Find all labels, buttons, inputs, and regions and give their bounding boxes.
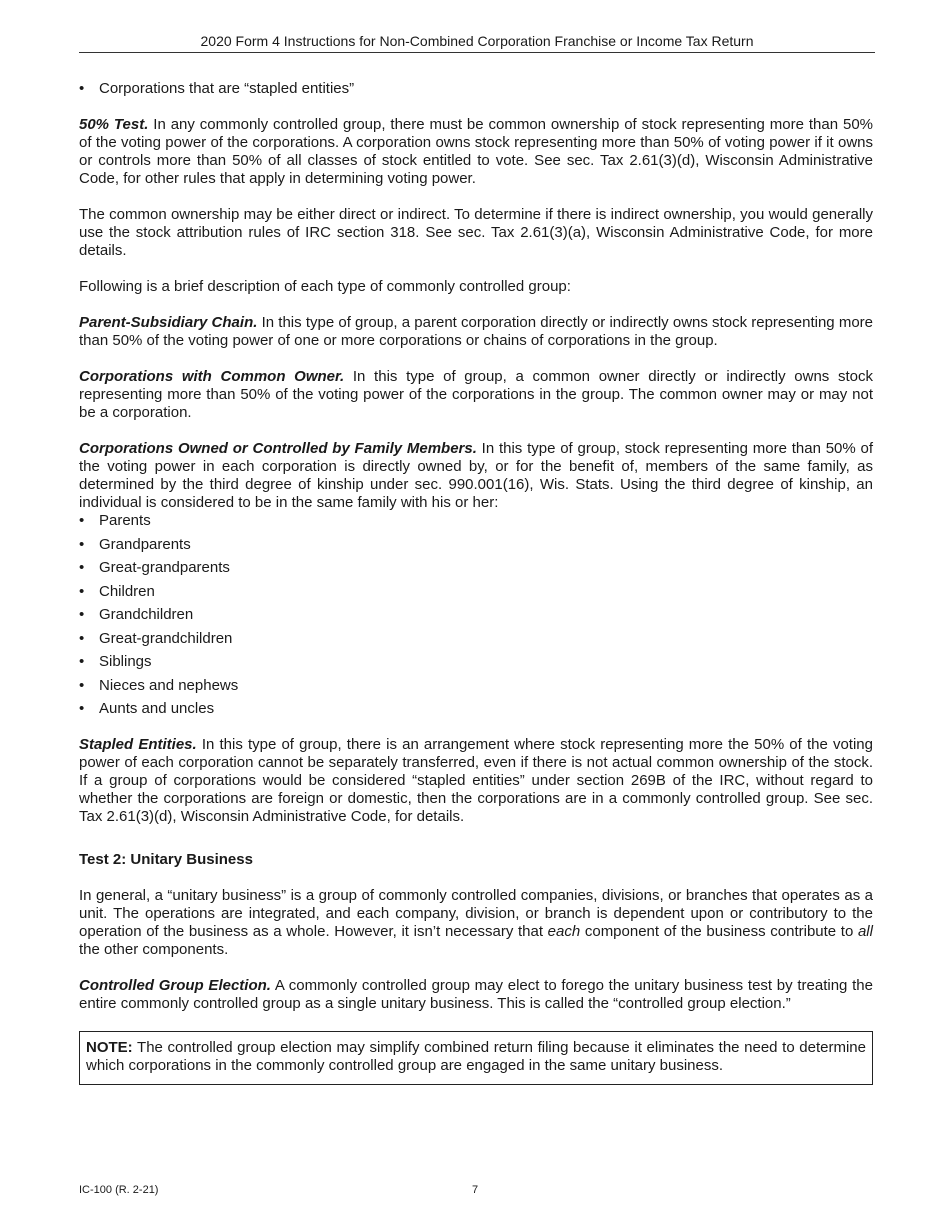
family-members-list: [79, 512, 873, 718]
unitary-text-3: the other components.: [79, 941, 229, 958]
section-heading: Test 2: Unitary Business: [79, 851, 253, 868]
controlled-group-election-text: A commonly controlled group may elect to forego the unitary business test by treating the entire commonly controlled group as a single unitary business. This is called the “controlled group election.”: [79, 977, 873, 1012]
stapled-entities-paragraph: [79, 736, 873, 826]
common-owner-paragraph: [79, 368, 873, 422]
note-box: [79, 1031, 873, 1085]
list-item: • Corporations that are “stapled entities”: [79, 80, 873, 98]
list-item: • Siblings: [79, 653, 873, 677]
page-number: 7: [472, 1184, 479, 1196]
fifty-percent-test-paragraph: [79, 116, 873, 188]
common-owner-label: Corporations with Common Owner.: [79, 368, 345, 385]
common-owner-text: In this type of group, a common owner directly or indirectly owns stock representing more than 50% of the voting power of the corporations in the group. The common owner may or may not be a corporation.: [79, 368, 873, 421]
controlled-group-election-label: Controlled Group Election.: [79, 977, 271, 994]
list-item: • Grandchildren: [79, 606, 873, 630]
family-paragraph: [79, 440, 873, 512]
parent-subsidiary-paragraph: [79, 314, 873, 350]
form-id-footer: IC-100 (R. 2-21): [79, 1184, 159, 1196]
common-ownership-paragraph: The common ownership may be either direct or indirect. To determine if there is indirect ownership, you would generally use the stock attribution rules of IRC section 318. See sec. Tax 2.61(3)(a), Wisconsin Administrative Code, for more details.: [79, 206, 873, 259]
parent-subsidiary-text: In this type of group, a parent corporation directly or indirectly owns stock representing more than 50% of the voting power of one or more corporations or chains of corporations in the group.: [79, 314, 873, 349]
note-label: NOTE:: [86, 1039, 133, 1056]
parent-subsidiary-label: Parent-Subsidiary Chain.: [79, 314, 258, 331]
note-text: The controlled group election may simplify combined return filing because it eliminates the need to determine which corporations in the commonly controlled group are engaged in the same unitary business.: [86, 1039, 866, 1074]
page-body: [79, 80, 873, 1085]
fifty-percent-test-label: 50% Test.: [79, 116, 149, 133]
list-item: • Nieces and nephews: [79, 677, 873, 701]
list-item: • Children: [79, 583, 873, 607]
controlled-group-election-paragraph: [79, 977, 873, 1013]
unitary-text-2: component of the business contribute to: [580, 923, 858, 940]
list-item: • Great-grandchildren: [79, 630, 873, 654]
page-header: 2020 Form 4 Instructions for Non-Combined Corporation Franchise or Income Tax Return: [79, 33, 875, 53]
list-item: • Parents: [79, 512, 873, 536]
family-text: In this type of group, stock representing more than 50% of the voting power in each corporation is directly owned by, or for the benefit of, members of the same family, as determined by the third degree of kinship under sec. 990.001(16), Wis. Stats. Using the third degree of kinship, an individual is considered to be in the same family with his or her:: [79, 440, 873, 511]
list-item: • Grandparents: [79, 536, 873, 560]
unitary-emphasis-each: each: [547, 923, 581, 940]
following-paragraph: Following is a brief description of each type of commonly controlled group:: [79, 278, 571, 295]
unitary-emphasis-all: all: [857, 923, 873, 940]
unitary-business-paragraph: [79, 887, 873, 959]
unitary-text-1: In general, a “unitary business” is a group of commonly controlled companies, divisions, or branches that operates as a unit. The operations are integrated, and each company, division, or branch is dependent upon or contributory to the operation of the business as a whole. However, it isn’t necessary that: [79, 887, 873, 940]
list-item: • Aunts and uncles: [79, 700, 873, 718]
list-item: • Great-grandparents: [79, 559, 873, 583]
family-label: Corporations Owned or Controlled by Family Members.: [79, 440, 477, 457]
stapled-entities-text: In this type of group, there is an arrangement where stock representing more the 50% of the voting power of each corporation cannot be separately transferred, even if there is not actual common ownership of the stock. If a group of corporations would be considered “stapled entities” under section 269B of the IRC, without regard to whether the corporations are foreign or domestic, then the corporations are in a commonly controlled group. See sec. Tax 2.61(3)(d), Wisconsin Administrative Code, for details.: [79, 736, 873, 825]
fifty-percent-test-text: In any commonly controlled group, there must be common ownership of stock representing more than 50% of the voting power of the corporations. A corporation owns stock representing more than 50% of voting power if it owns or controls more than 50% of all classes of stock entitled to vote. See sec. Tax 2.61(3)(d), Wisconsin Administrative Code, for other rules that apply in determining voting power.: [79, 116, 873, 187]
top-bullet-list: [79, 80, 873, 98]
stapled-entities-label: Stapled Entities.: [79, 736, 197, 753]
